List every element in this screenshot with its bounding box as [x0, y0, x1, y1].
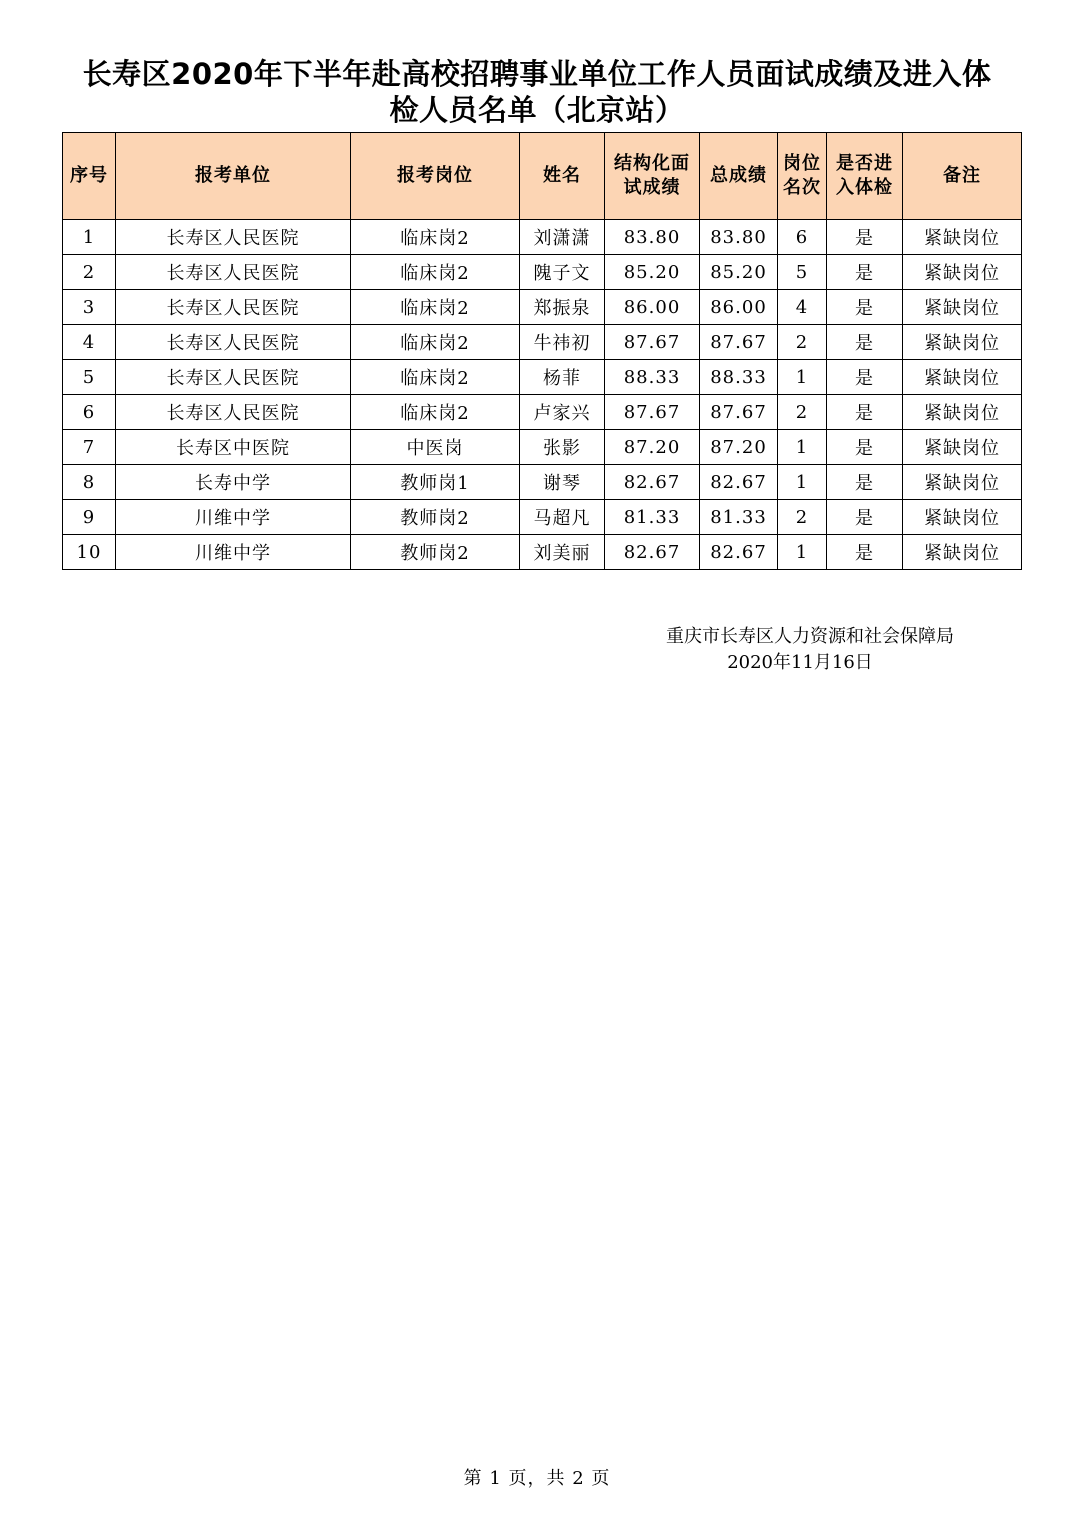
cell-unit: 长寿区人民医院 [116, 360, 351, 395]
cell-physical-exam: 是 [827, 395, 903, 430]
cell-physical-exam: 是 [827, 220, 903, 255]
cell-seq: 4 [63, 325, 116, 360]
cell-position: 教师岗2 [351, 500, 520, 535]
cell-name: 郑振泉 [520, 290, 605, 325]
header-physical-exam [827, 133, 903, 220]
cell-interview-score: 87.67 [605, 395, 700, 430]
cell-interview-score: 82.67 [605, 535, 700, 570]
cell-total-score: 83.80 [700, 220, 778, 255]
cell-unit: 长寿区人民医院 [116, 255, 351, 290]
header-interview-score [605, 133, 700, 220]
cell-unit: 长寿区人民医院 [116, 290, 351, 325]
cell-unit: 长寿区中医院 [116, 430, 351, 465]
table-header-row [63, 133, 1022, 220]
header-interview-line1: 结构化面 [614, 153, 690, 174]
header-remark: 备注 [903, 133, 1022, 220]
cell-rank: 1 [778, 535, 827, 570]
cell-unit: 长寿区人民医院 [116, 220, 351, 255]
cell-remark: 紧缺岗位 [903, 500, 1022, 535]
cell-interview-score: 87.20 [605, 430, 700, 465]
cell-remark: 紧缺岗位 [903, 360, 1022, 395]
header-name: 姓名 [520, 133, 605, 220]
cell-position: 临床岗2 [351, 220, 520, 255]
cell-position: 中医岗 [351, 430, 520, 465]
cell-physical-exam: 是 [827, 465, 903, 500]
table-row [63, 395, 1022, 430]
cell-name: 张影 [520, 430, 605, 465]
header-rank-line1: 岗位 [783, 153, 821, 174]
cell-position: 临床岗2 [351, 360, 520, 395]
header-rank-line2: 名次 [783, 177, 821, 198]
title-line-1: 长寿区2020年下半年赴高校招聘事业单位工作人员面试成绩及进入体 [82, 57, 992, 91]
cell-total-score: 86.00 [700, 290, 778, 325]
cell-position: 教师岗1 [351, 465, 520, 500]
cell-name: 牛祎初 [520, 325, 605, 360]
cell-rank: 1 [778, 360, 827, 395]
title-line-2: 检人员名单（北京站） [389, 93, 685, 127]
cell-seq: 6 [63, 395, 116, 430]
header-interview-line2: 试成绩 [623, 177, 681, 198]
cell-seq: 7 [63, 430, 116, 465]
cell-seq: 9 [63, 500, 116, 535]
cell-unit: 长寿区人民医院 [116, 325, 351, 360]
cell-remark: 紧缺岗位 [903, 220, 1022, 255]
cell-interview-score: 85.20 [605, 255, 700, 290]
cell-unit: 长寿中学 [116, 465, 351, 500]
table-row [63, 465, 1022, 500]
cell-physical-exam: 是 [827, 360, 903, 395]
cell-seq: 3 [63, 290, 116, 325]
cell-interview-score: 82.67 [605, 465, 700, 500]
cell-remark: 紧缺岗位 [903, 255, 1022, 290]
cell-rank: 1 [778, 465, 827, 500]
table-row [63, 360, 1022, 395]
cell-seq: 8 [63, 465, 116, 500]
table-row [63, 290, 1022, 325]
page-number: 第 1 页，共 2 页 [463, 1468, 611, 1489]
table-row [63, 500, 1022, 535]
cell-rank: 2 [778, 395, 827, 430]
cell-name: 刘潇潇 [520, 220, 605, 255]
cell-rank: 1 [778, 430, 827, 465]
cell-name: 杨菲 [520, 360, 605, 395]
cell-rank: 4 [778, 290, 827, 325]
cell-unit: 川维中学 [116, 500, 351, 535]
cell-remark: 紧缺岗位 [903, 535, 1022, 570]
cell-name: 刘美丽 [520, 535, 605, 570]
table-row [63, 430, 1022, 465]
cell-remark: 紧缺岗位 [903, 395, 1022, 430]
cell-total-score: 82.67 [700, 465, 778, 500]
header-rank [778, 133, 827, 220]
cell-unit: 长寿区人民医院 [116, 395, 351, 430]
cell-position: 临床岗2 [351, 290, 520, 325]
cell-position: 教师岗2 [351, 535, 520, 570]
cell-interview-score: 87.67 [605, 325, 700, 360]
cell-total-score: 81.33 [700, 500, 778, 535]
cell-seq: 5 [63, 360, 116, 395]
cell-name: 马超凡 [520, 500, 605, 535]
cell-interview-score: 83.80 [605, 220, 700, 255]
results-table [62, 132, 1022, 570]
cell-remark: 紧缺岗位 [903, 465, 1022, 500]
cell-name: 隗子文 [520, 255, 605, 290]
cell-total-score: 87.67 [700, 325, 778, 360]
issuing-organization: 重庆市长寿区人力资源和社会保障局 [666, 626, 954, 647]
cell-total-score: 85.20 [700, 255, 778, 290]
cell-unit: 川维中学 [116, 535, 351, 570]
cell-total-score: 82.67 [700, 535, 778, 570]
issue-date: 2020年11月16日 [727, 652, 873, 673]
cell-rank: 5 [778, 255, 827, 290]
cell-remark: 紧缺岗位 [903, 430, 1022, 465]
header-total-score: 总成绩 [700, 133, 778, 220]
table-row [63, 255, 1022, 290]
cell-seq: 1 [63, 220, 116, 255]
header-unit: 报考单位 [116, 133, 351, 220]
cell-physical-exam: 是 [827, 430, 903, 465]
cell-rank: 2 [778, 325, 827, 360]
table-row [63, 325, 1022, 360]
cell-physical-exam: 是 [827, 500, 903, 535]
cell-total-score: 88.33 [700, 360, 778, 395]
table-row [63, 535, 1022, 570]
cell-total-score: 87.20 [700, 430, 778, 465]
cell-position: 临床岗2 [351, 325, 520, 360]
header-exam-line1: 是否进 [836, 153, 893, 174]
cell-remark: 紧缺岗位 [903, 325, 1022, 360]
cell-interview-score: 88.33 [605, 360, 700, 395]
cell-rank: 2 [778, 500, 827, 535]
header-exam-line2: 入体检 [836, 177, 893, 198]
cell-physical-exam: 是 [827, 290, 903, 325]
header-position: 报考岗位 [351, 133, 520, 220]
cell-rank: 6 [778, 220, 827, 255]
cell-interview-score: 86.00 [605, 290, 700, 325]
header-seq: 序号 [63, 133, 116, 220]
table-row [63, 220, 1022, 255]
cell-position: 临床岗2 [351, 395, 520, 430]
cell-physical-exam: 是 [827, 325, 903, 360]
table-body [63, 220, 1022, 570]
cell-position: 临床岗2 [351, 255, 520, 290]
cell-physical-exam: 是 [827, 255, 903, 290]
document-title [40, 56, 1034, 128]
cell-name: 谢琴 [520, 465, 605, 500]
cell-name: 卢家兴 [520, 395, 605, 430]
cell-remark: 紧缺岗位 [903, 290, 1022, 325]
cell-physical-exam: 是 [827, 535, 903, 570]
cell-total-score: 87.67 [700, 395, 778, 430]
cell-interview-score: 81.33 [605, 500, 700, 535]
cell-seq: 10 [63, 535, 116, 570]
cell-seq: 2 [63, 255, 116, 290]
